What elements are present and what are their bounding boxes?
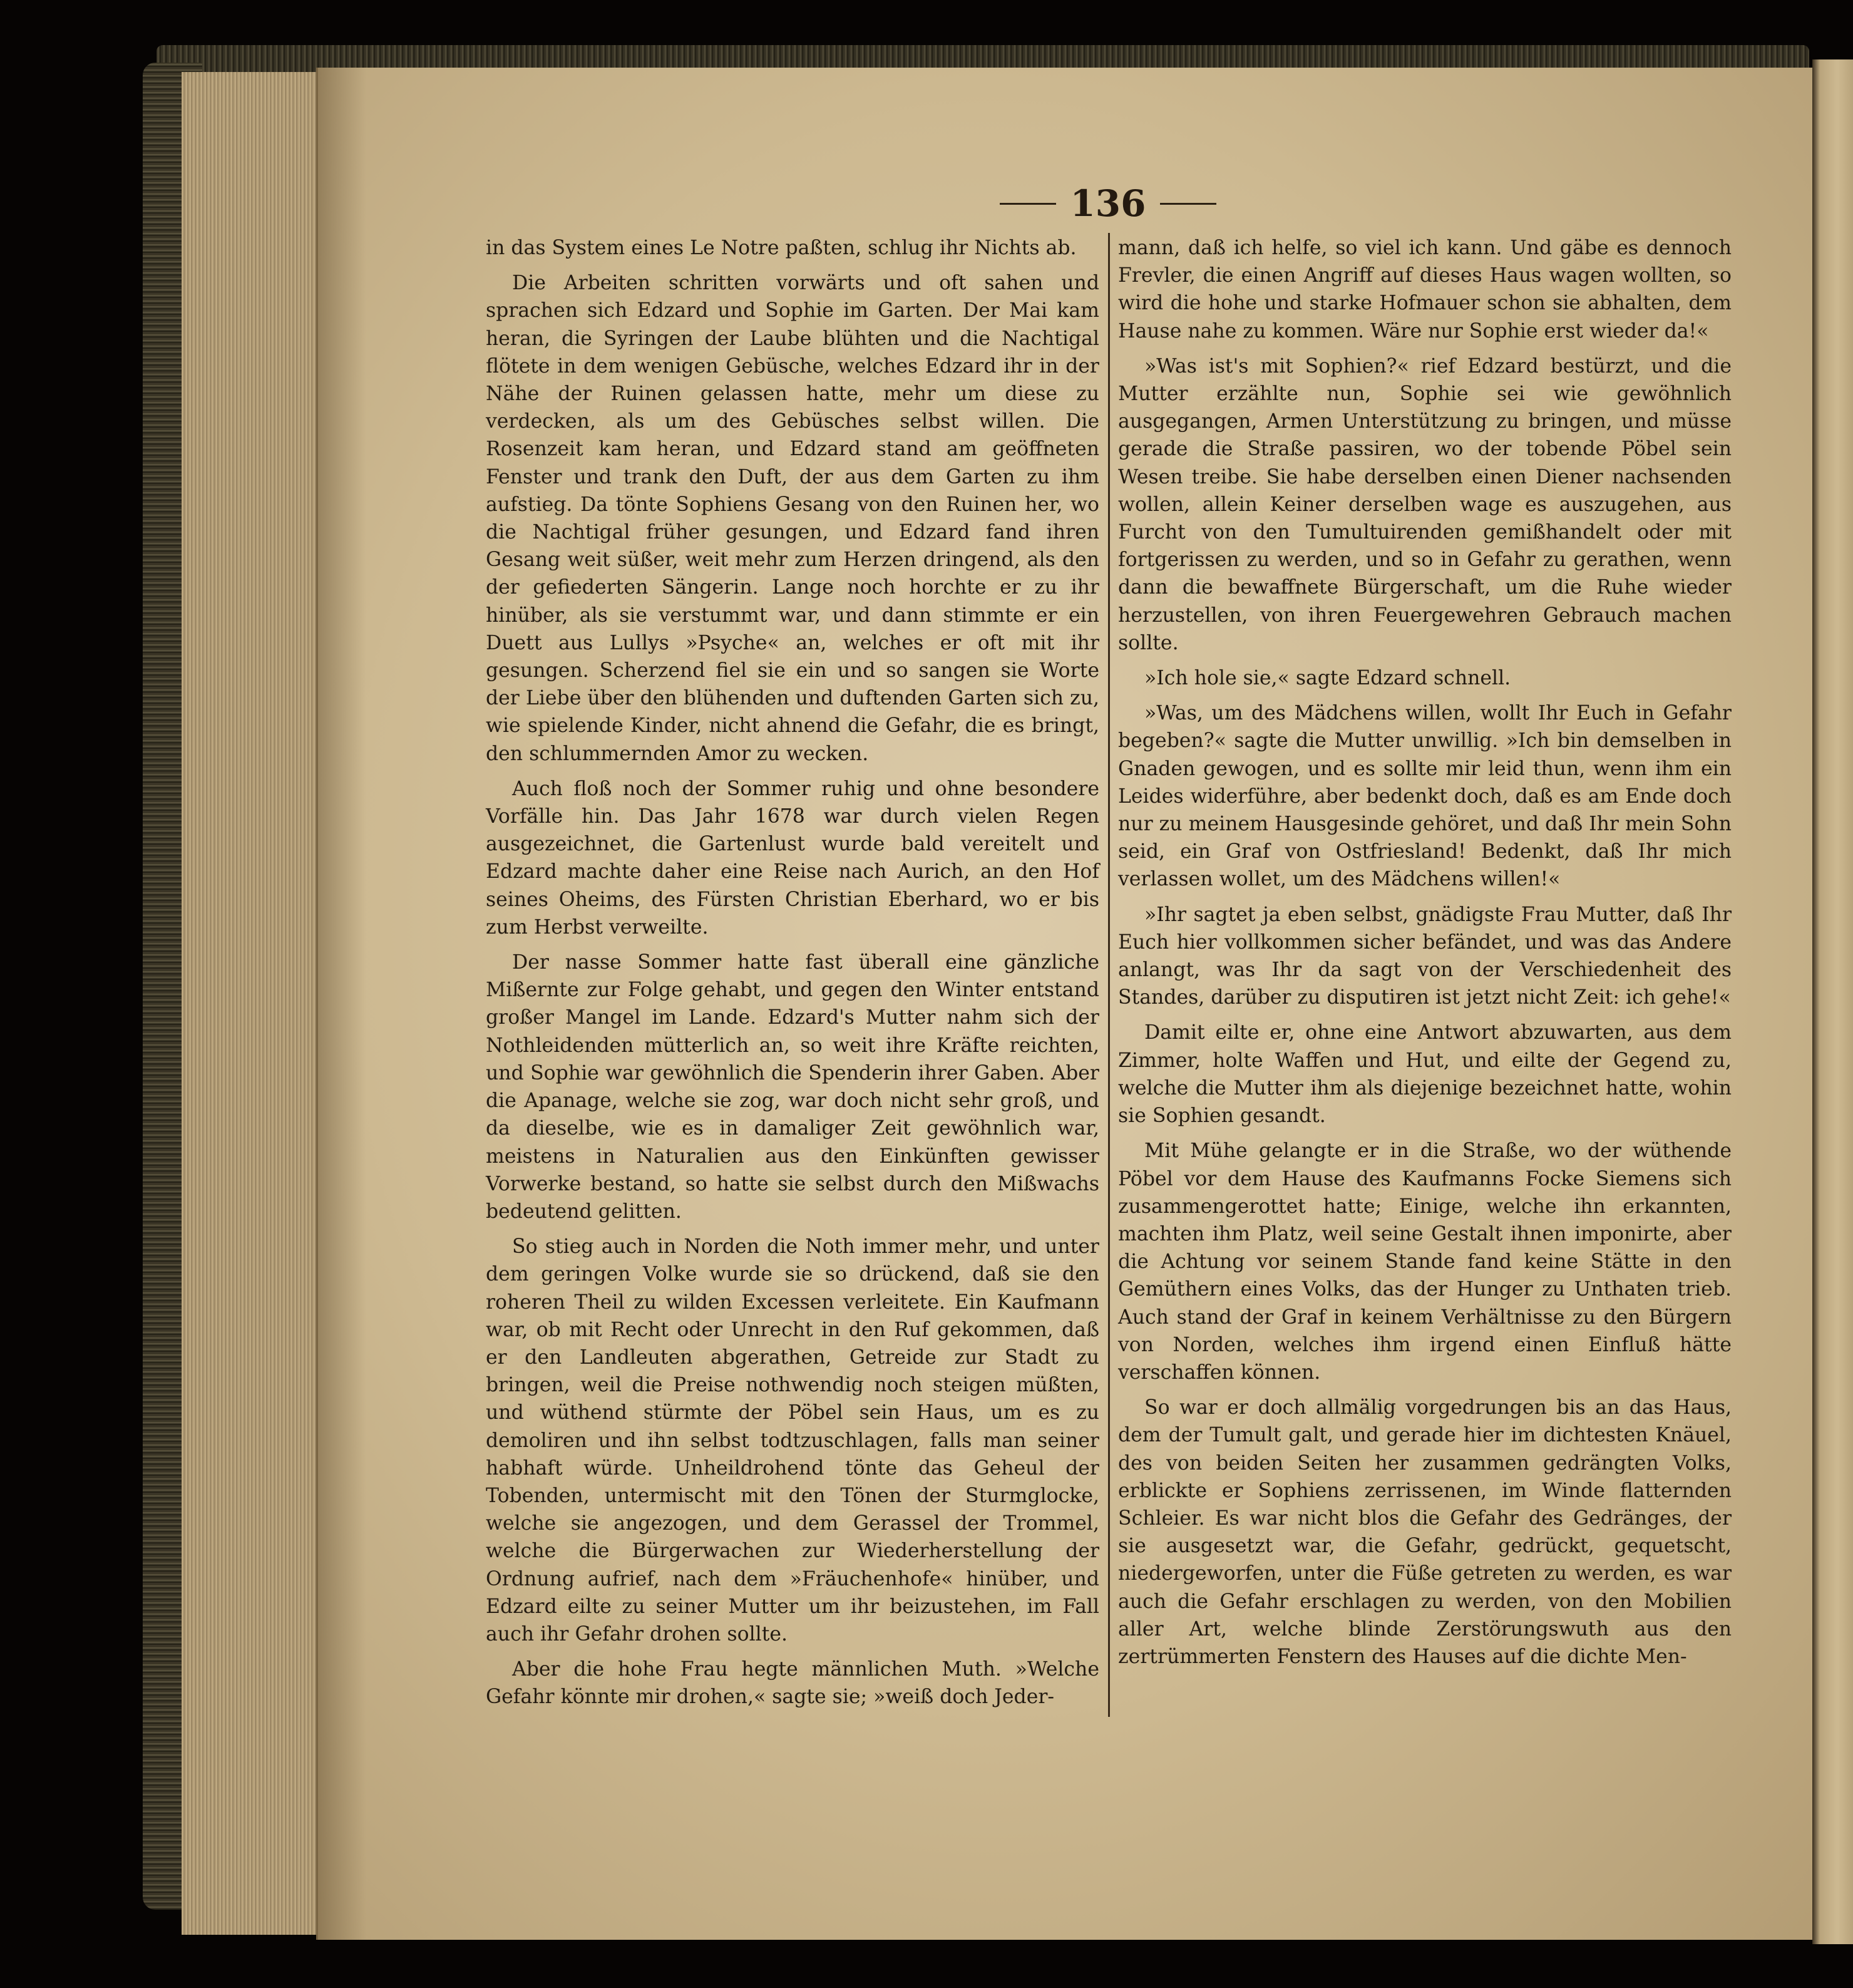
paragraph: Mit Mühe gelangte er in die Straße, wo der wüthende Pöbel vor dem Hause des Kaufmanns Focke Siemens sich zusammengerottet hatte; Einige, welche ihn erkannten, machten ihm Platz, weil seine Gestalt ihnen imponirte, aber die Achtung vor seinem Stande fand keine Stätte in den Gemüthern eines Volks, das der Hunger zu Unthaten trieb. Auch stand der Graf in keinem Verhältnisse zu den Bürgern von Norden, welches ihm irgend einen Einfluß hätte verschaffen können. (1118, 1140, 1732, 1384)
paragraph: Auch floß noch der Sommer ruhig und ohne besondere Vorfälle hin. Das Jahr 1678 war durch vielen Regen ausgezeichnet, die Gartenlust wurde bald vereitelt und Edzard machte daher eine Reise nach Aurich, an den Hof seines Oheims, des Fürsten Christian Eberhard, wo er bis zum Herbst verweilte. (486, 777, 1099, 939)
page-header (977, 182, 1240, 225)
paragraph: Die Arbeiten schritten vorwärts und oft sahen und sprachen sich Edzard und Sophie im Garten. Der Mai kam heran, die Syringen der Laube blühten und die Nachtigal flötete in dem wenigen Gebüsche, welches Edzard ihr in der Nähe der Ruinen gelassen hatte, mehr um diese zu verdecken, als um des Gebüsches selbst willen. Die Rosenzeit kam heran, und Edzard stand am geöffneten Fenster und trank den Duft, der aus dem Garten zu ihm aufstieg. Da tönte Sophiens Gesang von den Ruinen her, wo die Nachtigal früher gesungen, und Edzard fand ihren Gesang weit süßer, weit mehr zum Herzen dringend, als den der gefiederten Sängerin. Lange noch horchte er zu ihr hinüber, als sie verstummt war, und dann stimmte er ein Duett aus Lullys »Psyche« an, welches er oft mit ihr gesungen. Scherzend fiel sie ein und so sangen sie Worte der Liebe über den blühenden und duftenden Garten sich zu, wie spielende Kinder, nicht ahnend die Gefahr, die es bringt, den schlummernden Amor zu wecken. (486, 272, 1099, 765)
page-edges (182, 72, 326, 1935)
paragraph: »Ihr sagtet ja eben selbst, gnädigste Frau Mutter, daß Ihr Euch hier vollkommen sicher befändet, und was das Andere anlangt, was Ihr da sagt von der Verschiedenheit des Standes, darüber zu disputiren ist jetzt nicht Zeit: ich gehe!« (1118, 903, 1732, 1009)
gutter-shadow (316, 68, 366, 1940)
paragraph: »Was, um des Mädchens willen, wollt Ihr Euch in Gefahr begeben?« sagte die Mutter unwillig. »Ich bin demselben in Gnaden gewogen, und es sollte mir leid thun, wenn ihm ein Leides widerführe, aber bedenkt doch, daß es am Ende doch nur zu meinem Hausgesinde gehöret, und daß Ihr mein Sohn seid, ein Graf von Ostfriesland! Bedenkt, daß Ihr mich verlassen wollet, um des Mädchens willen!« (1118, 702, 1732, 891)
paragraph: »Ich hole sie,« sagte Edzard schnell. (1144, 667, 1511, 690)
facing-page-edge (1812, 59, 1853, 1944)
paragraph: »Was ist's mit Sophien?« rief Edzard bestürzt, und die Mutter erzählte nun, Sophie sei wie gewöhnlich ausgegangen, Armen Unterstützung zu bringen, und müsse gerade die Straße passiren, wo der tobende Pöbel sein Wesen treibe. Sie habe derselben einen Diener nachsenden wollen, allein Keiner derselben wage es auszugehen, aus Furcht von den Tumultuirenden gemißhandelt oder mit fortgerissen zu werden, und so in Gefahr zu gerathen, wenn dann die bewaffnete Bürgerschaft, um die Ruhe wieder herzustellen, von ihren Feuergewehren Gebrauch machen sollte. (1118, 354, 1732, 654)
page-number: 136 (1070, 182, 1146, 225)
paragraph: Aber die hohe Frau hegte männlichen Muth. »Welche Gefahr könnte mir drohen,« sagte sie; »weiß doch Jeder- (486, 1658, 1099, 1709)
header-dash-right (1160, 203, 1216, 205)
column-rule (1108, 233, 1110, 1717)
paragraph: mann, daß ich helfe, so viel ich kann. Und gäbe es dennoch Frevler, die einen Angriff auf dieses Haus wagen wollten, so wird die hohe und starke Hofmauer schon sie abhalten, dem Hause nahe zu kommen. Wäre nur Sophie erst wieder da!« (1118, 237, 1732, 342)
paragraph: Der nasse Sommer hatte fast überall eine gänzliche Mißernte zur Folge gehabt, und gegen den Winter entstand großer Mangel im Lande. Edzard's Mutter nahm sich der Nothleidenden mütterlich an, so weit ihre Kräfte reichten, und Sophie war gewöhnlich die Spenderin ihrer Gaben. Aber die Apanage, welche sie zog, war doch nicht sehr groß, und da dieselbe, wie es in damaliger Zeit gewöhnlich war, meistens in Naturalien aus den Einkünften gewisser Vorwerke bestand, so hatte sie selbst durch den Mißwachs bedeutend gelitten. (486, 951, 1099, 1223)
paragraph: So war er doch allmälig vorgedrungen bis an das Haus, dem der Tumult galt, und gerade hier im dichtesten Knäuel, des von beiden Seiten her zusammen gedrängten Volks, erblickte er Sophiens zerrissenen, im Winde flatternden Schleier. Es war nicht blos die Gefahr des Gedränges, der sie ausgesetzt war, die Gefahr, gedrückt, gequetscht, niedergeworfen, unter die Füße getreten zu werden, es war auch die Gefahr erschlagen zu werden, von den Mobilien aller Art, welche blinde Zerstörungswuth aus den zertrümmerten Fenstern des Hauses auf die dichte Men- (1118, 1396, 1732, 1668)
paragraph: Damit eilte er, ohne eine Antwort abzuwarten, aus dem Zimmer, holte Waffen und Hut, und eilte der Gegend zu, welche die Mutter ihm als diejenige bezeichnet hatte, wohin sie Sophien gesandt. (1118, 1021, 1732, 1128)
right-column (1118, 234, 1732, 1678)
header-dash-left (1000, 203, 1056, 205)
paragraph: in das System eines Le Notre paßten, schlug ihr Nichts ab. (486, 237, 1077, 259)
paragraph: So stieg auch in Norden die Noth immer mehr, und unter dem geringen Volke wurde sie so drückend, daß sie den roheren Theil zu wilden Excessen verleitete. Ein Kaufmann war, ob mit Recht oder Unrecht in den Ruf gekommen, daß er den Landleuten abgerathen, Getreide zur Stadt zu bringen, weil die Preise nothwendig noch steigen müßten, und wüthend stürmte der Pöbel sein Haus, um es zu demoliren und ihn selbst todtzuschlagen, falls man seiner habhaft würde. Unheildrohend tönte das Geheul der Tobenden, untermischt mit den Tönen der Sturmglocke, welche sie angezogen, und dem Gerassel der Trommel, welche die Bürgerwachen zur Wiederherstellung der Ordnung aufrief, nach dem »Fräuchenhofe« hinüber, und Edzard eilte zu seiner Mutter um ihr beizustehen, im Fall auch ihr Gefahr drohen sollte. (486, 1235, 1099, 1646)
left-column (486, 234, 1099, 1719)
